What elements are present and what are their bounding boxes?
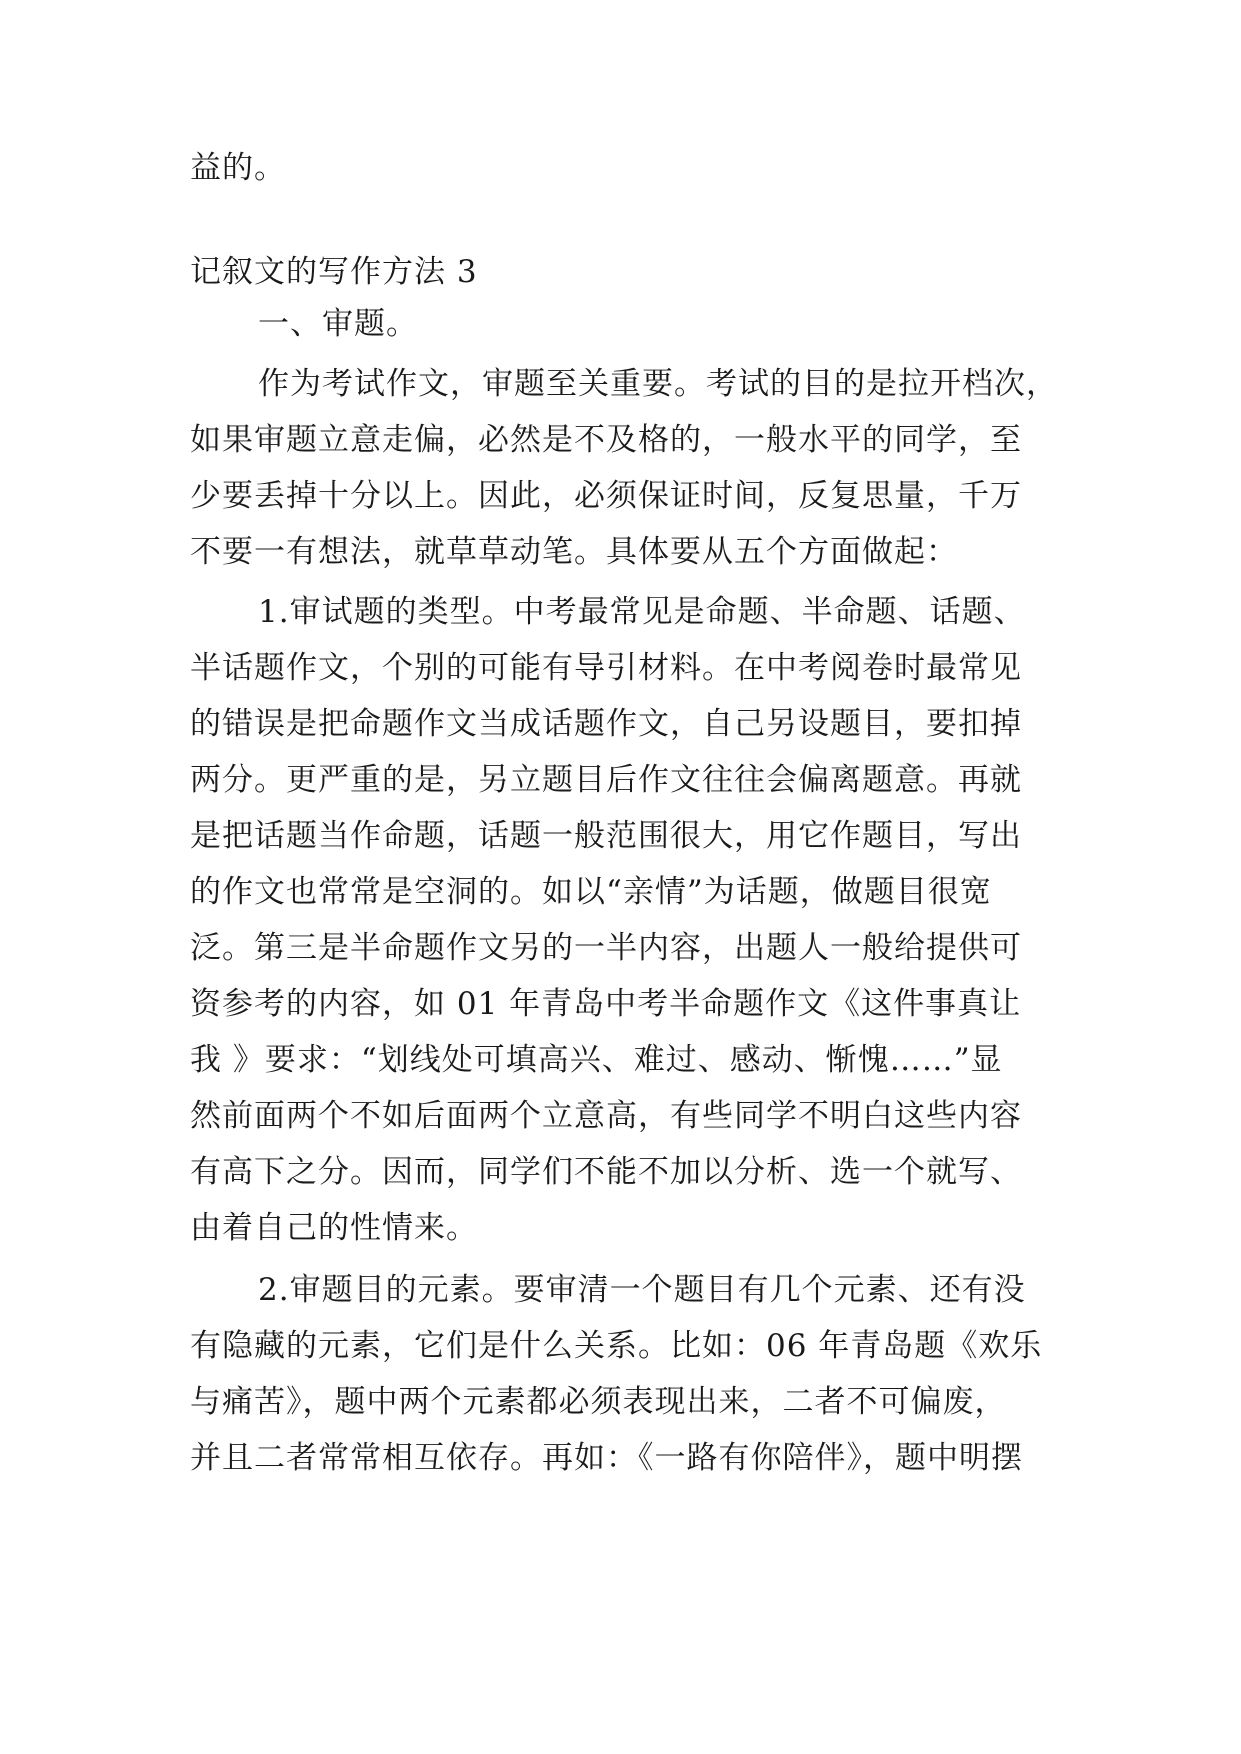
section-title: 记叙文的写作方法 3 — [190, 254, 478, 290]
paragraph-2-line-1: 1.审试题的类型。中考最常见是命题、半命题、话题、 — [258, 594, 1026, 630]
paragraph-1-line-3: 少要丢掉十分以上。因此，必须保证时间，反复思量，千万 — [190, 478, 1022, 514]
paragraph-1-line-2: 如果审题立意走偏，必然是不及格的，一般水平的同学，至 — [190, 422, 1022, 458]
paragraph-2-line-2: 半话题作文，个别的可能有导引材料。在中考阅卷时最常见 — [190, 650, 1022, 686]
continuation-text: 益的。 — [190, 150, 286, 186]
paragraph-2-line-4: 两分。更严重的是，另立题目后作文往往会偏离题意。再就 — [190, 762, 1022, 798]
paragraph-2-line-11: 有高下之分。因而，同学们不能不加以分析、选一个就写、 — [190, 1154, 1022, 1190]
paragraph-1-line-1: 作为考试作文，审题至关重要。考试的目的是拉开档次， — [258, 366, 1058, 402]
paragraph-2-line-10: 然前面两个不如后面两个立意高，有些同学不明白这些内容 — [190, 1098, 1022, 1134]
paragraph-3-line-1: 2.审题目的元素。要审清一个题目有几个元素、还有没 — [258, 1272, 1026, 1308]
paragraph-1-line-4: 不要一有想法，就草草动笔。具体要从五个方面做起： — [190, 534, 958, 570]
paragraph-3-line-4: 并且二者常常相互依存。再如：《一路有你陪伴》，题中明摆 — [190, 1440, 1023, 1476]
heading-shenti: 一、审题。 — [258, 306, 418, 342]
paragraph-3-line-2: 有隐藏的元素，它们是什么关系。比如：06 年青岛题《欢乐 — [190, 1328, 1043, 1364]
paragraph-2-line-7: 泛。第三是半命题作文另的一半内容，出题人一般给提供可 — [190, 930, 1022, 966]
paragraph-2-line-12: 由着自己的性情来。 — [190, 1210, 478, 1246]
paragraph-2-line-9: 我 》要求：“划线处可填高兴、难过、感动、惭愧……”显 — [190, 1042, 1003, 1078]
paragraph-2-line-6: 的作文也常常是空洞的。如以“亲情”为话题，做题目很宽 — [190, 874, 992, 910]
paragraph-3-line-3: 与痛苦》，题中两个元素都必须表现出来，二者不可偏废， — [190, 1384, 1007, 1420]
paragraph-2-line-3: 的错误是把命题作文当成话题作文，自己另设题目，要扣掉 — [190, 706, 1022, 742]
paragraph-2-line-5: 是把话题当作命题，话题一般范围很大，用它作题目，写出 — [190, 818, 1022, 854]
paragraph-2-line-8: 资参考的内容，如 01 年青岛中考半命题作文《这件事真让 — [190, 986, 1022, 1022]
